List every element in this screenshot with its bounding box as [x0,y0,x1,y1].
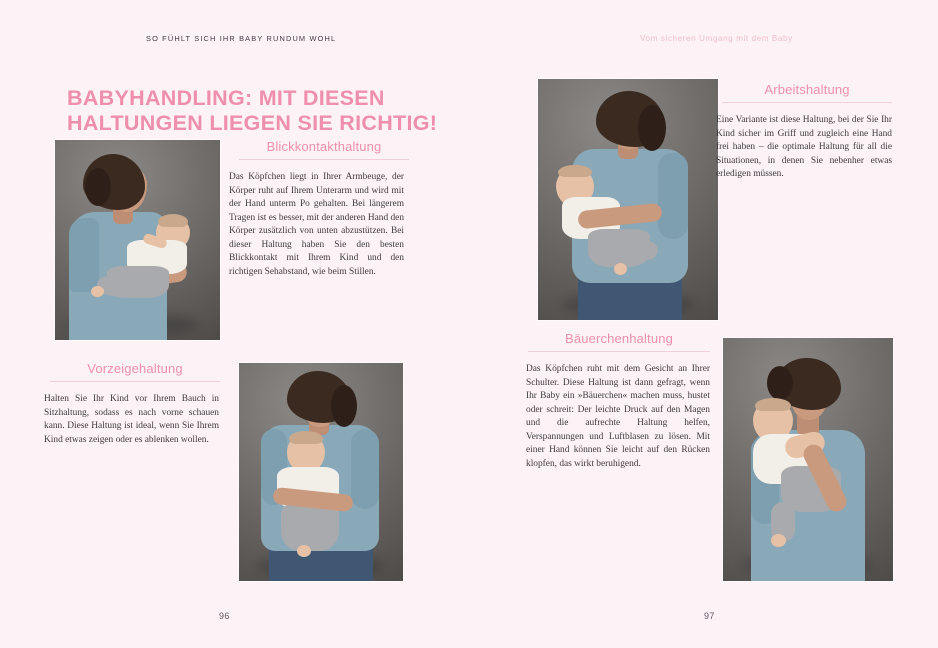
running-head-right: Vom sicheren Umgang mit dem Baby [640,34,793,43]
mother-hair-side [331,385,357,427]
section-heading-baeuerchenhaltung: Bäuerchenhaltung [528,331,710,352]
baby-foot [771,534,786,547]
mother-sleeve-right [658,153,688,239]
mother-hair-side [638,105,666,151]
paragraph: Das Köpfchen liegt in Ihrer Armbeuge, der Körper ruht auf Ihrem Unterarm und wird mit der Hand unterm Po gehalten. Bei längerem Tragen ist es besser, mit der anderen Hand den Körper zusätzlich von unten abzustützen. Bei dieser Haltung haben Sie den besten Blickkontakt mit Ihrem Kind und den richtigen Sehabstand, wie beim Stillen. [229,172,405,277]
page-title: BABYHANDLING: MIT DIESEN HALTUNGEN LIEGEN SIE RICHTIG! [67,86,438,136]
baby-pants [281,503,339,551]
baby-hair [755,398,791,411]
baby-hair [558,165,592,177]
mother-sleeve-right [351,429,379,509]
section-heading-arbeitshaltung: Arbeitshaltung [722,82,892,103]
mother-hair-bun [767,366,793,400]
paragraph: Eine Variante ist diese Haltung, bei der Sie Ihr Kind sicher im Griff und zugleich eine Hand frei haben – die optimale Haltung für all die Situationen, in denen Sie nebenher etwas erledigen müssen. [716,115,892,180]
mother-sleeve [69,218,99,292]
paragraph: Das Köpfchen ruht mit dem Gesicht an Ihrer Schulter. Diese Haltung ist dann gefragt, wenn Ihr Baby ein »Bäuerchen« machen muss, hustet oder schreit: Der leichte Druck auf den Magen und die aufrechte Haltung helfen, Verspannungen und Luftblasen zu lösen. Mit einer Hand können Sie leicht auf den Rücken klopfen, das wirkt beruhigend. [526,364,710,469]
photo-vorzeigehaltung [239,363,403,581]
baby-foot [614,263,627,275]
mother-hair-back [85,168,111,206]
section-text-vorzeigehaltung [44,393,219,447]
section-heading-blickkontakthaltung: Blickkontakthaltung [239,139,409,160]
section-text-baeuerchenhaltung [526,363,710,471]
section-heading-vorzeigehaltung: Vorzeigehaltung [50,361,220,382]
photo-blickkontakthaltung [55,140,220,340]
section-text-arbeitshaltung [716,114,892,182]
baby-hair [158,214,188,227]
running-head-left: SO FÜHLT SICH IHR BABY RUNDUM WOHL [146,34,337,43]
photo-arbeitshaltung [538,79,718,320]
baby-foot [297,545,311,557]
paragraph: Halten Sie Ihr Kind vor Ihrem Bauch in Sitzhaltung, sodass es nach vorne schauen kann. Diese Haltung ist ideal, wenn Sie Ihrem Kind etwas zeigen oder es ablenken wollen. [44,394,219,445]
page-number-right: 97 [704,611,715,621]
photo-baeuerchenhaltung [723,338,893,581]
baby-foot [91,286,104,297]
page-number-left: 96 [219,611,230,621]
section-text-blickkontakthaltung [229,171,404,279]
baby-hair [289,431,323,444]
